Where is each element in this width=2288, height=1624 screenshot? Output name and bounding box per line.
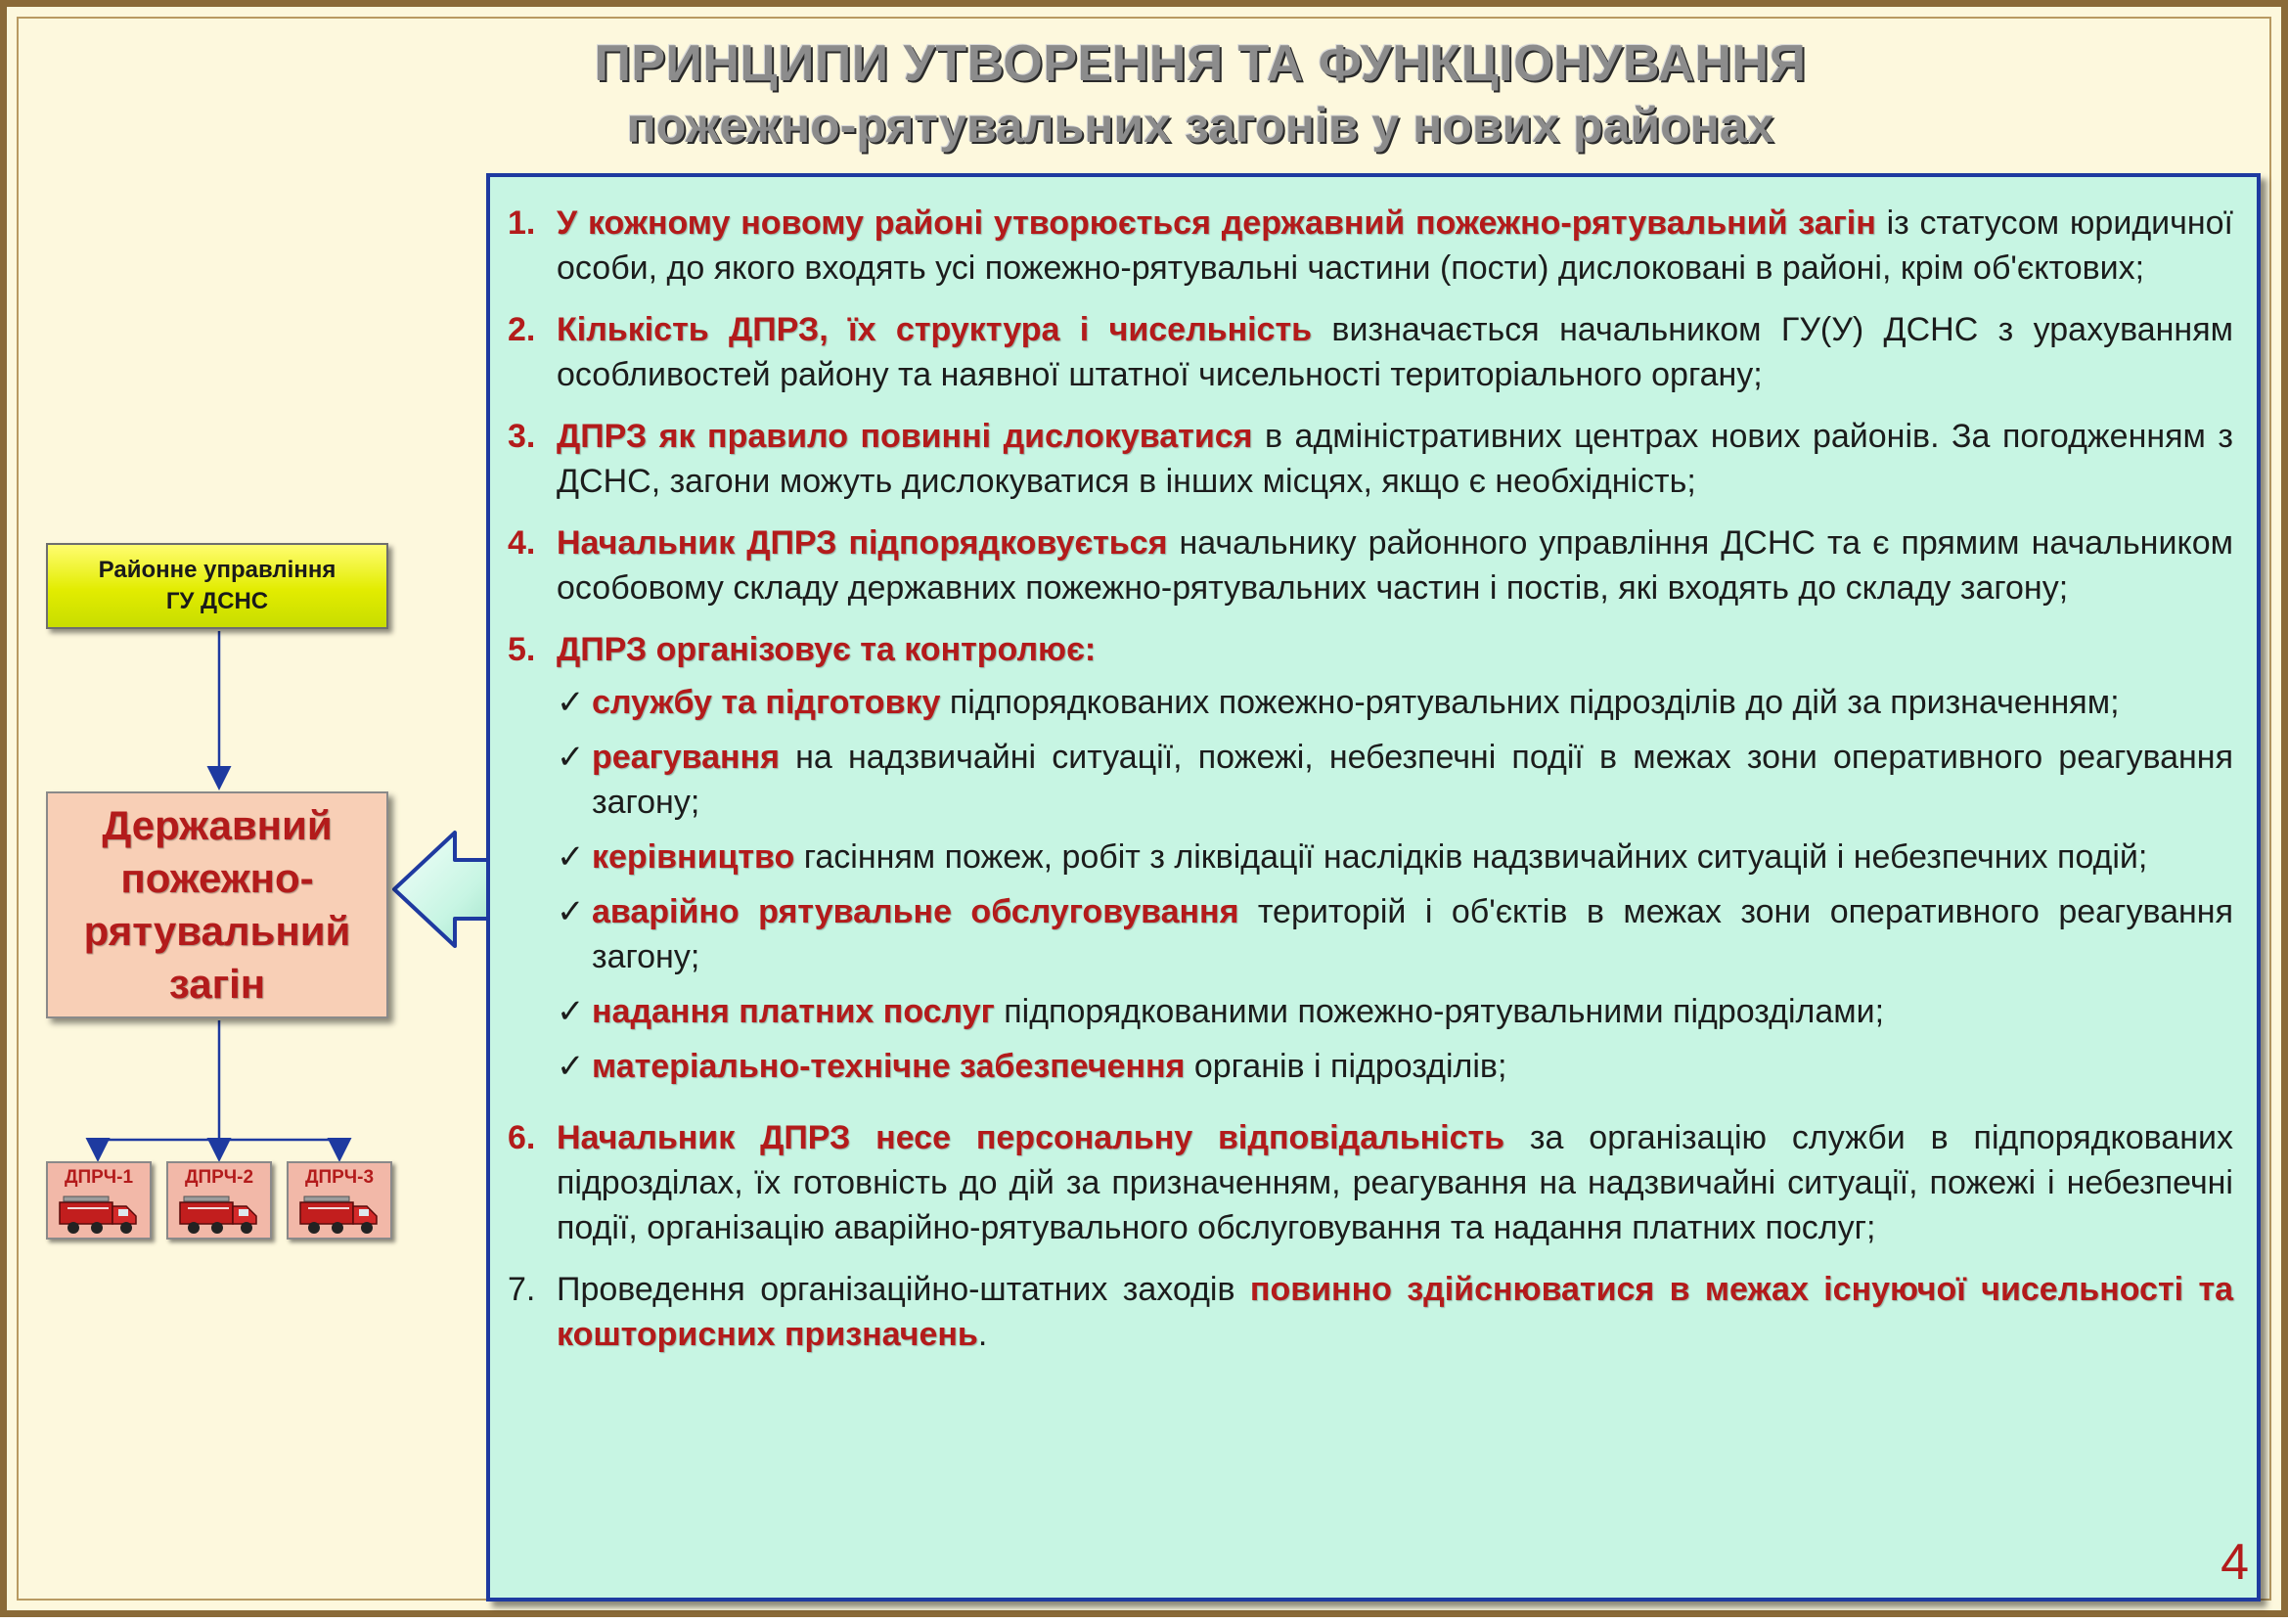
unit-box-1 (46, 1161, 152, 1240)
main-box-line: рятувальний (83, 908, 351, 954)
checkmark-icon: ✓ (557, 684, 585, 721)
item-lead: Проведення організаційно-штатних заходів (557, 1271, 1250, 1308)
principles-panel (486, 173, 2261, 1601)
sub-item-highlight: службу та підготовку (592, 684, 941, 721)
sub-item-highlight: матеріально-технічне забезпечення (592, 1048, 1186, 1085)
sub-item-rest: підпорядкованих пожежно-рятувальних підрозділів до дій за призначенням; (940, 684, 2120, 721)
item-number: 3. (508, 418, 536, 455)
sub-item-highlight: керівництво (592, 838, 795, 876)
sub-item-highlight: аварійно рятувальне обслуговування (592, 893, 1239, 930)
principle-item-6 (508, 1115, 2233, 1250)
sub-item-text (592, 680, 2233, 725)
item-rest: визначається начальником ГУ(У) ДСНС з урахуванням особливостей району та наявної штатної чисельності територіального органу; (557, 311, 2233, 393)
item-highlight: Начальник ДПРЗ несе персональну відповідальність (557, 1119, 1505, 1156)
sub-item (557, 835, 2233, 880)
district-office-box (46, 543, 388, 629)
item-rest: . (977, 1316, 988, 1353)
item-rest: начальнику районного управління ДСНС та є прямим начальником особовому складу державних пожежно-рятувальних частин і постів, які входять до складу загону; (557, 524, 2233, 607)
checkmark-icon: ✓ (557, 893, 585, 930)
item-highlight: Начальник ДПРЗ підпорядковується (557, 524, 1168, 562)
unit-label: ДПРЧ-1 (64, 1167, 134, 1188)
fire-truck-icon (58, 1191, 140, 1236)
item-text (557, 307, 2233, 397)
sub-item (557, 1044, 2233, 1089)
item-text (557, 627, 2233, 1099)
unit-box-2 (166, 1161, 272, 1240)
item-number: 2. (508, 311, 536, 348)
principles-list (508, 201, 2233, 1374)
sub-item-rest: органів і підрозділів; (1185, 1048, 1507, 1085)
item-highlight: Кількість ДПРЗ, їх структура і чисельність (557, 311, 1313, 348)
unit-box-3 (287, 1161, 392, 1240)
principle-item-5 (508, 627, 2233, 1099)
item-highlight: ДПРЗ організовує та контролює: (557, 631, 1097, 668)
item-number: 1. (508, 204, 536, 242)
sub-item-rest: на надзвичайні ситуації, пожежі, небезпечні події в межах зони оперативного реагування загону; (592, 739, 2233, 821)
item-number: 4. (508, 524, 536, 562)
unit-label: ДПРЧ-2 (184, 1167, 254, 1188)
item-number: 5. (508, 631, 536, 668)
main-box-line: Державний (102, 802, 333, 848)
sub-item-text (592, 1044, 2233, 1089)
item-number: 6. (508, 1119, 536, 1156)
item-rest: в адміністративних центрах нових районів. За погодженням з ДСНС, загони можуть дислокуватися в інших місцях, якщо є необхідність; (557, 418, 2233, 500)
item-text (557, 414, 2233, 504)
fire-truck-icon (298, 1191, 381, 1236)
sub-item (557, 889, 2233, 979)
sub-item-rest: територій і об'єктів в межах зони оперативного реагування загону; (592, 893, 2233, 975)
item-number: 7. (508, 1271, 536, 1308)
sub-item-text (592, 835, 2233, 880)
district-office-line-2: ГУ ДСНС (165, 588, 269, 614)
item-text (557, 201, 2233, 291)
principle-item-2 (508, 307, 2233, 397)
checkmark-icon: ✓ (557, 739, 585, 776)
responsibility-sublist (557, 680, 2233, 1089)
principle-item-1 (508, 201, 2233, 291)
sub-item-highlight: надання платних послуг (592, 993, 995, 1030)
sub-item-rest: підпорядкованими пожежно-рятувальними підрозділами; (994, 993, 1885, 1030)
principle-item-7 (508, 1267, 2233, 1357)
unit-label: ДПРЧ-3 (304, 1167, 375, 1188)
sub-item-text (592, 889, 2233, 979)
checkmark-icon: ✓ (557, 993, 585, 1030)
title-line-2: пожежно-рятувальних загонів у нових районах (626, 98, 1774, 153)
checkmark-icon: ✓ (557, 1048, 585, 1085)
district-office-line-1: Районне управління (98, 557, 336, 583)
item-highlight: ДПРЗ як правило повинні дислокуватися (557, 418, 1253, 455)
item-rest: за організацію служби в підпорядкованих підрозділах, їх готовність до дій за призначенням, реагування на надзвичайні ситуації, пожежі і небезпечні події, організацію аварійно-рятувального обслуговування та надання платних послуг; (557, 1119, 2233, 1246)
item-rest: із статусом юридичної особи, до якого входять усі пожежно-рятувальні частини (пости) дислоковані в районі, крім об'єктових; (557, 204, 2233, 287)
title-line-1: ПРИНЦИПИ УТВОРЕННЯ ТА ФУНКЦІОНУВАННЯ (594, 35, 1807, 92)
checkmark-icon: ✓ (557, 838, 585, 876)
main-box-line: пожежно- (120, 855, 314, 901)
item-text (557, 1115, 2233, 1250)
item-text (557, 1267, 2233, 1357)
sub-item-highlight: реагування (592, 739, 780, 776)
principle-item-3 (508, 414, 2233, 504)
principle-item-4 (508, 520, 2233, 610)
sub-item (557, 989, 2233, 1034)
sub-item-text (592, 735, 2233, 825)
sub-item-text (592, 989, 2233, 1034)
item-text (557, 520, 2233, 610)
item-highlight: повинно здійснюватися в межах існуючої чисельності та кошторисних призначень (557, 1271, 2234, 1353)
sub-item (557, 735, 2233, 825)
page-number: 4 (2221, 1534, 2249, 1591)
state-fire-rescue-unit-box (46, 791, 388, 1018)
fire-truck-icon (178, 1191, 260, 1236)
sub-item (557, 680, 2233, 725)
main-box-line: загін (168, 961, 266, 1007)
item-highlight: У кожному новому районі утворюється державний пожежно-рятувальний загін (557, 204, 1876, 242)
sub-item-rest: гасінням пожеж, робіт з ліквідації наслідків надзвичайних ситуацій і небезпечних подій; (794, 838, 2148, 876)
